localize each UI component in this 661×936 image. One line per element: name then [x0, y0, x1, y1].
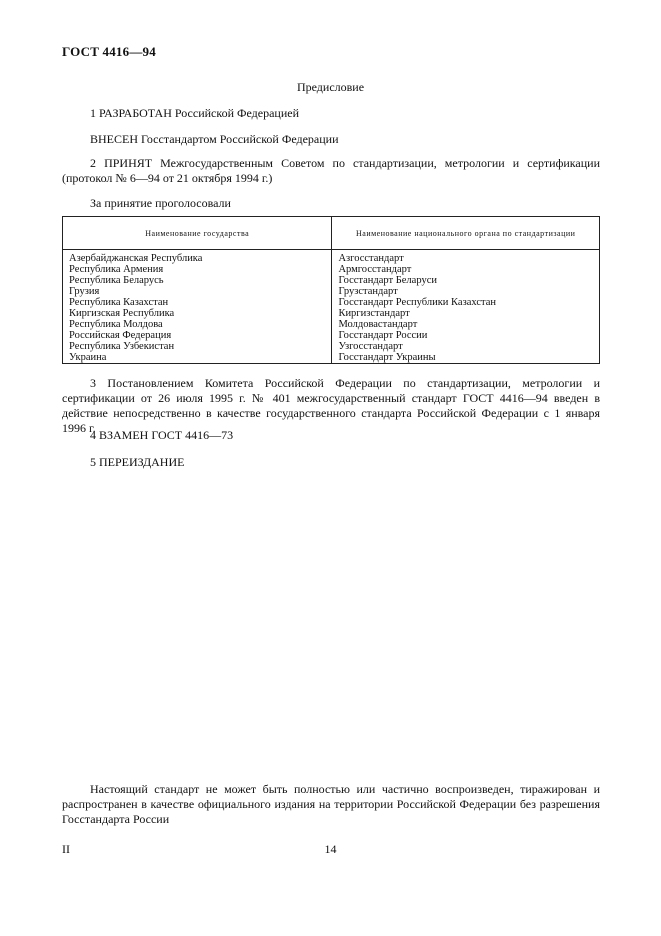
section-title-text: Предисловие — [296, 80, 365, 94]
table-cell-state: Грузия — [63, 286, 332, 297]
table-row — [63, 319, 600, 330]
table-cell-body: Киргизстандарт — [332, 308, 600, 319]
table-cell-state: Республика Молдова — [63, 319, 332, 330]
table-cell-body: Молдовастандарт — [332, 319, 600, 330]
table-cell-body: Госстандарт России — [332, 330, 600, 341]
document-code: ГОСТ 4416—94 — [62, 44, 156, 59]
table-cell-state: Киргизская Республика — [63, 308, 332, 319]
table-row — [63, 275, 600, 286]
table-row — [63, 250, 600, 265]
paragraph-introduced: ВНЕСЕН Госстандартом Российской Федерации — [90, 132, 339, 146]
table-cell-body: Госстандарт Украины — [332, 352, 600, 364]
table-cell-state: Республика Узбекистан — [63, 341, 332, 352]
paragraph-reissue: 5 ПЕРЕИЗДАНИЕ — [90, 455, 185, 469]
paragraph-resolution: 3 Постановлением Комитета Российской Федерации по стандартизации, метрологии и сертификации от 26 июля 1995 г. № 401 межгосударственный стандарт ГОСТ 4416—94 введен в действие непосредственно в качестве государственного стандарта Российской Федерации с 1 января 1996 г. — [62, 376, 600, 435]
paragraph-adopted: 2 ПРИНЯТ Межгосударственным Советом по стандартизации, метрологии и сертификации (протокол № 6—94 от 21 октября 1994 г.) — [62, 156, 600, 185]
paragraph-replaces: 4 ВЗАМЕН ГОСТ 4416—73 — [90, 428, 234, 442]
table-cell-body: Азгосстандарт — [332, 250, 600, 265]
table-row — [63, 352, 600, 364]
page-number: 14 — [324, 842, 337, 856]
table-row — [63, 297, 600, 308]
table-cell-state: Азербайджанская Республика — [63, 250, 332, 265]
section-title — [0, 80, 661, 95]
table-cell-body: Узгосстандарт — [332, 341, 600, 352]
table-cell-state: Российская Федерация — [63, 330, 332, 341]
table-row — [63, 330, 600, 341]
table-cell-body: Госстандарт Республики Казахстан — [332, 297, 600, 308]
table-cell-body: Грузстандарт — [332, 286, 600, 297]
paragraph-copyright-notice: Настоящий стандарт не может быть полностью или частично воспроизведен, тиражирован и распространен в качестве официального издания на территории Российской Федерации без разрешения Госстандарта России — [62, 782, 600, 826]
table-row — [63, 264, 600, 275]
table-row — [63, 308, 600, 319]
voting-table — [62, 216, 600, 364]
table-cell-state: Республика Казахстан — [63, 297, 332, 308]
page-roman-numeral: II — [62, 842, 70, 856]
table-cell-state: Республика Беларусь — [63, 275, 332, 286]
table-header-body: Наименование национального органа по стандартизации — [332, 217, 600, 250]
table-header-row — [63, 217, 600, 250]
table-cell-body: Госстандарт Беларуси — [332, 275, 600, 286]
table-row — [63, 341, 600, 352]
table-cell-state: Украина — [63, 352, 332, 364]
paragraph-developed: 1 РАЗРАБОТАН Российской Федерацией — [90, 106, 299, 120]
table-cell-body: Армгосстандарт — [332, 264, 600, 275]
paragraph-voted: За принятие проголосовали — [90, 196, 231, 210]
table-row — [63, 286, 600, 297]
table-cell-state: Республика Армения — [63, 264, 332, 275]
table-header-state: Наименование государства — [63, 217, 332, 250]
